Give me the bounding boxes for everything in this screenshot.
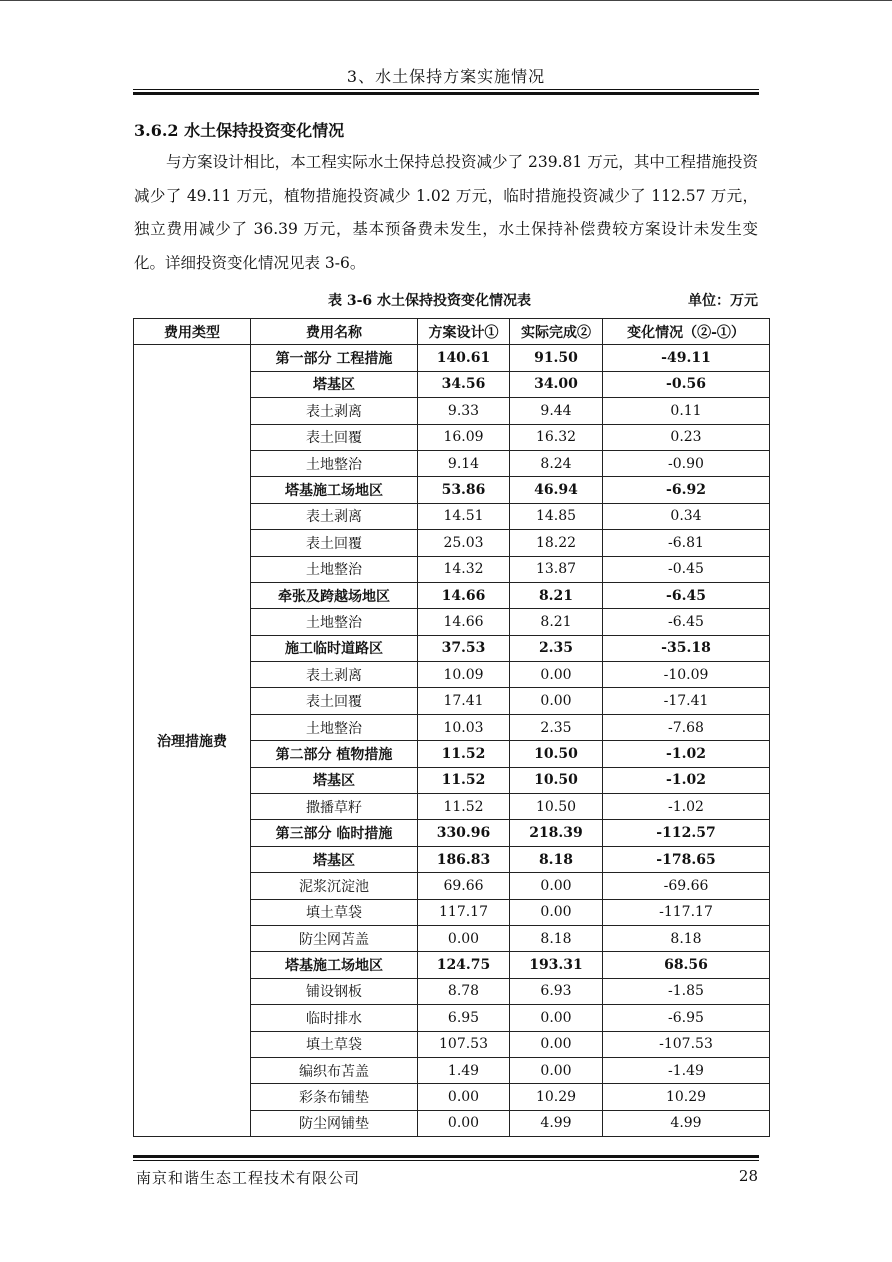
item-name-cell: 撒播草籽 [251, 794, 418, 820]
design-value-cell: 16.09 [418, 424, 510, 450]
design-value-cell: 14.66 [418, 609, 510, 635]
change-value-cell: -178.65 [603, 846, 770, 872]
item-name-cell: 第一部分 工程措施 [251, 345, 418, 371]
design-value-cell: 0.00 [418, 925, 510, 951]
design-value-cell: 330.96 [418, 820, 510, 846]
actual-value-cell: 8.21 [510, 609, 603, 635]
change-value-cell: -0.45 [603, 556, 770, 582]
section-paragraph: 与方案设计相比，本工程实际水土保持总投资减少了 239.81 万元，其中工程措施投资减少了 49.11 万元，植物措施投资减少 1.02 万元，临时措施投资减少了 112.57 万元，独立费用减少了 36.39 万元，基本预备费未发生，水土保持补偿费较方案设计未发生变化。详细投资变化情况见表 3-6。 [134, 153, 758, 272]
actual-value-cell: 10.29 [510, 1084, 603, 1110]
item-name-cell: 塔基施工场地区 [251, 477, 418, 503]
change-value-cell: -6.95 [603, 1005, 770, 1031]
footer-company: 南京和谐生态工程技术有限公司 [136, 1169, 361, 1187]
change-value-cell: 10.29 [603, 1084, 770, 1110]
change-value-cell: -7.68 [603, 714, 770, 740]
table-caption: 表 3-6 水土保持投资变化情况表 [328, 293, 532, 309]
actual-value-cell: 2.35 [510, 714, 603, 740]
table-body [134, 345, 770, 1137]
item-name-cell: 编织布苫盖 [251, 1057, 418, 1083]
design-value-cell: 69.66 [418, 873, 510, 899]
item-name-cell: 表土剥离 [251, 398, 418, 424]
item-name-cell: 塔基区 [251, 371, 418, 397]
item-name-cell: 土地整治 [251, 450, 418, 476]
design-value-cell: 11.52 [418, 794, 510, 820]
design-value-cell: 53.86 [418, 477, 510, 503]
design-value-cell: 37.53 [418, 635, 510, 661]
item-name-cell: 表土剥离 [251, 503, 418, 529]
item-name-cell: 表土回覆 [251, 530, 418, 556]
header-cell: 费用类型 [134, 319, 251, 345]
change-value-cell: -1.49 [603, 1057, 770, 1083]
item-name-cell: 牵张及跨越场地区 [251, 582, 418, 608]
actual-value-cell: 0.00 [510, 899, 603, 925]
actual-value-cell: 193.31 [510, 952, 603, 978]
actual-value-cell: 8.24 [510, 450, 603, 476]
footer-rule-thick [133, 1155, 759, 1158]
change-value-cell: -6.92 [603, 477, 770, 503]
design-value-cell: 9.33 [418, 398, 510, 424]
actual-value-cell: 8.21 [510, 582, 603, 608]
design-value-cell: 14.32 [418, 556, 510, 582]
change-value-cell: -6.45 [603, 582, 770, 608]
item-name-cell: 防尘网铺垫 [251, 1110, 418, 1136]
design-value-cell: 140.61 [418, 345, 510, 371]
actual-value-cell: 8.18 [510, 846, 603, 872]
design-value-cell: 14.51 [418, 503, 510, 529]
change-value-cell: 0.23 [603, 424, 770, 450]
actual-value-cell: 0.00 [510, 1005, 603, 1031]
actual-value-cell: 0.00 [510, 873, 603, 899]
design-value-cell: 34.56 [418, 371, 510, 397]
change-value-cell: 8.18 [603, 925, 770, 951]
change-value-cell: 4.99 [603, 1110, 770, 1136]
design-value-cell: 1.49 [418, 1057, 510, 1083]
header-cell: 方案设计① [418, 319, 510, 345]
actual-value-cell: 16.32 [510, 424, 603, 450]
item-name-cell: 表土剥离 [251, 662, 418, 688]
change-value-cell: -69.66 [603, 873, 770, 899]
running-header: 3、水土保持方案实施情况 [346, 67, 546, 86]
change-value-cell: -6.45 [603, 609, 770, 635]
page-number: 28 [738, 1167, 758, 1185]
change-value-cell: -6.81 [603, 530, 770, 556]
actual-value-cell: 13.87 [510, 556, 603, 582]
item-name-cell: 填土草袋 [251, 899, 418, 925]
design-value-cell: 107.53 [418, 1031, 510, 1057]
design-value-cell: 10.03 [418, 714, 510, 740]
top-border-line [0, 0, 892, 1]
actual-value-cell: 10.50 [510, 767, 603, 793]
item-name-cell: 第二部分 植物措施 [251, 741, 418, 767]
actual-value-cell: 0.00 [510, 662, 603, 688]
item-name-cell: 施工临时道路区 [251, 635, 418, 661]
item-name-cell: 泥浆沉淀池 [251, 873, 418, 899]
design-value-cell: 11.52 [418, 741, 510, 767]
actual-value-cell: 91.50 [510, 345, 603, 371]
actual-value-cell: 218.39 [510, 820, 603, 846]
actual-value-cell: 2.35 [510, 635, 603, 661]
change-value-cell: -35.18 [603, 635, 770, 661]
section-heading: 3.6.2 水土保持投资变化情况 [134, 121, 345, 140]
change-value-cell: 0.34 [603, 503, 770, 529]
header-rule-thin [133, 89, 759, 90]
design-value-cell: 17.41 [418, 688, 510, 714]
change-value-cell: 68.56 [603, 952, 770, 978]
actual-value-cell: 34.00 [510, 371, 603, 397]
change-value-cell: -0.90 [603, 450, 770, 476]
design-value-cell: 6.95 [418, 1005, 510, 1031]
item-name-cell: 铺设钢板 [251, 978, 418, 1004]
item-name-cell: 塔基施工场地区 [251, 952, 418, 978]
design-value-cell: 14.66 [418, 582, 510, 608]
change-value-cell: -17.41 [603, 688, 770, 714]
design-value-cell: 117.17 [418, 899, 510, 925]
design-value-cell: 9.14 [418, 450, 510, 476]
category-cell: 治理措施费 [134, 345, 251, 1137]
change-value-cell: -0.56 [603, 371, 770, 397]
actual-value-cell: 0.00 [510, 1031, 603, 1057]
actual-value-cell: 14.85 [510, 503, 603, 529]
design-value-cell: 0.00 [418, 1110, 510, 1136]
item-name-cell: 土地整治 [251, 609, 418, 635]
design-value-cell: 0.00 [418, 1084, 510, 1110]
item-name-cell: 填土草袋 [251, 1031, 418, 1057]
design-value-cell: 124.75 [418, 952, 510, 978]
table-header-row [134, 319, 770, 345]
design-value-cell: 10.09 [418, 662, 510, 688]
table-row [134, 345, 770, 371]
change-value-cell: -1.02 [603, 767, 770, 793]
actual-value-cell: 18.22 [510, 530, 603, 556]
change-value-cell: -1.85 [603, 978, 770, 1004]
change-value-cell: -49.11 [603, 345, 770, 371]
table-unit: 单位：万元 [688, 293, 758, 309]
actual-value-cell: 4.99 [510, 1110, 603, 1136]
actual-value-cell: 8.18 [510, 925, 603, 951]
item-name-cell: 土地整治 [251, 556, 418, 582]
item-name-cell: 临时排水 [251, 1005, 418, 1031]
change-value-cell: 0.11 [603, 398, 770, 424]
item-name-cell: 第三部分 临时措施 [251, 820, 418, 846]
design-value-cell: 11.52 [418, 767, 510, 793]
item-name-cell: 塔基区 [251, 767, 418, 793]
header-cell: 实际完成② [510, 319, 603, 345]
header-cell: 变化情况（②-①） [603, 319, 770, 345]
investment-table [133, 318, 770, 1137]
footer-rule-thin [133, 1160, 759, 1161]
change-value-cell: -107.53 [603, 1031, 770, 1057]
actual-value-cell: 6.93 [510, 978, 603, 1004]
actual-value-cell: 46.94 [510, 477, 603, 503]
design-value-cell: 25.03 [418, 530, 510, 556]
actual-value-cell: 0.00 [510, 688, 603, 714]
header-rule-thick [133, 92, 759, 95]
change-value-cell: -117.17 [603, 899, 770, 925]
item-name-cell: 彩条布铺垫 [251, 1084, 418, 1110]
design-value-cell: 186.83 [418, 846, 510, 872]
change-value-cell: -112.57 [603, 820, 770, 846]
item-name-cell: 塔基区 [251, 846, 418, 872]
change-value-cell: -1.02 [603, 741, 770, 767]
header-cell: 费用名称 [251, 319, 418, 345]
item-name-cell: 表土回覆 [251, 688, 418, 714]
actual-value-cell: 10.50 [510, 741, 603, 767]
change-value-cell: -1.02 [603, 794, 770, 820]
item-name-cell: 防尘网苫盖 [251, 925, 418, 951]
change-value-cell: -10.09 [603, 662, 770, 688]
actual-value-cell: 9.44 [510, 398, 603, 424]
design-value-cell: 8.78 [418, 978, 510, 1004]
item-name-cell: 土地整治 [251, 714, 418, 740]
actual-value-cell: 10.50 [510, 794, 603, 820]
item-name-cell: 表土回覆 [251, 424, 418, 450]
actual-value-cell: 0.00 [510, 1057, 603, 1083]
